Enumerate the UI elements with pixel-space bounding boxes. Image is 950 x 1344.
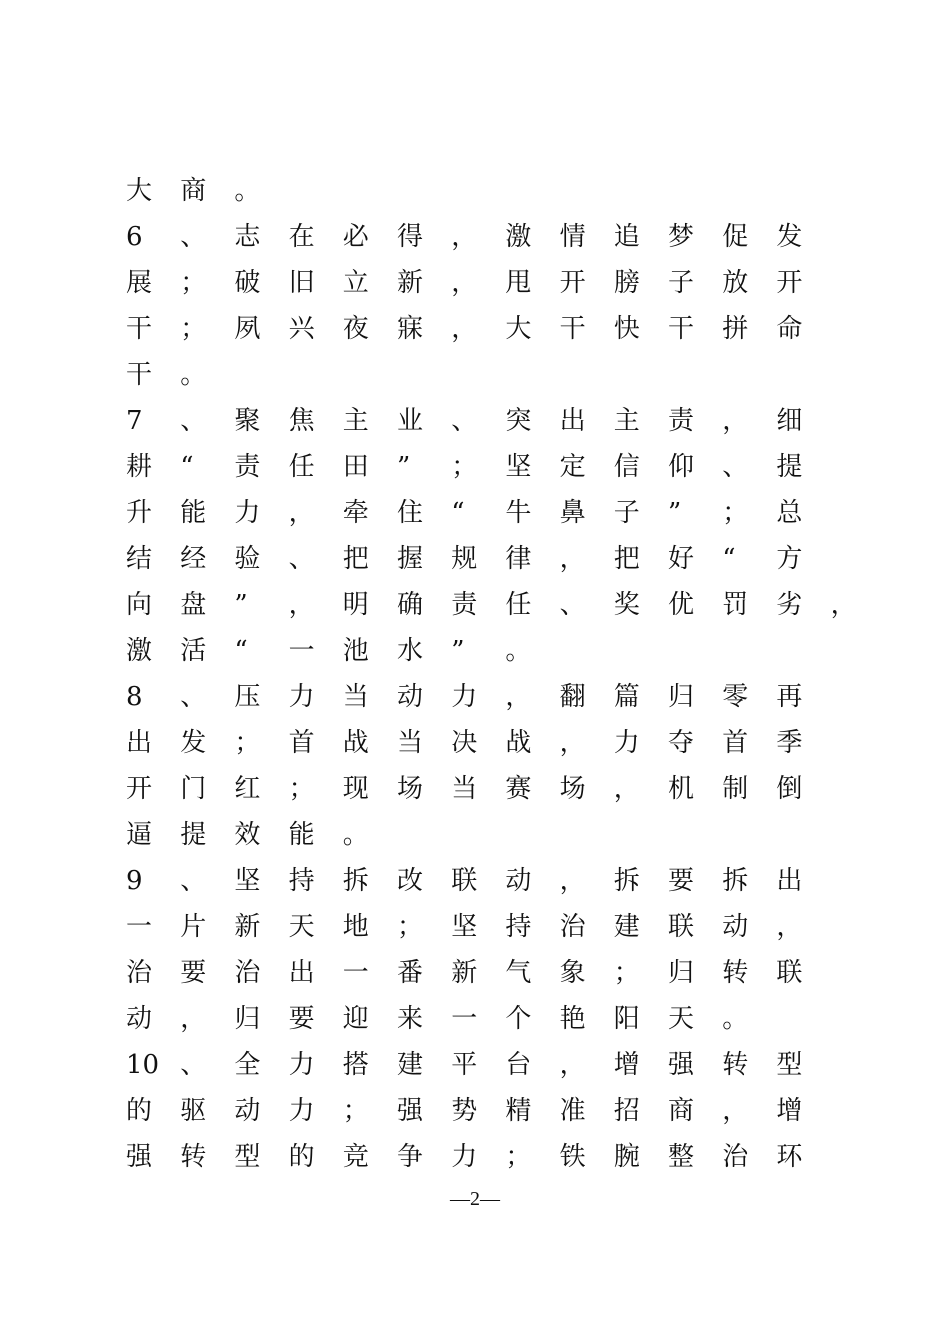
text-glyph: 搭 bbox=[342, 1050, 369, 1080]
text-glyph: 拆 bbox=[342, 866, 369, 896]
text-glyph: 兴 bbox=[288, 314, 315, 344]
text-glyph: ， bbox=[722, 1096, 749, 1126]
text-glyph: 、 bbox=[559, 590, 586, 620]
text-glyph: 开 bbox=[126, 774, 153, 804]
text-glyph: 一 bbox=[451, 1004, 478, 1034]
text-glyph: 招 bbox=[613, 1096, 640, 1126]
text-line bbox=[126, 812, 846, 858]
text-glyph: 动 bbox=[722, 912, 749, 942]
text-glyph: 归 bbox=[234, 1004, 261, 1034]
text-glyph: 发 bbox=[776, 222, 803, 252]
text-glyph: 阳 bbox=[613, 1004, 640, 1034]
text-glyph: 转 bbox=[722, 958, 749, 988]
text-glyph: 干 bbox=[559, 314, 586, 344]
text-glyph: 象 bbox=[559, 958, 586, 988]
text-glyph: 8 bbox=[126, 682, 143, 712]
text-glyph: 寐 bbox=[397, 314, 424, 344]
text-glyph: 强 bbox=[397, 1096, 424, 1126]
text-glyph: 池 bbox=[342, 636, 369, 666]
text-glyph: 归 bbox=[668, 682, 695, 712]
text-glyph: 力 bbox=[288, 1096, 315, 1126]
text-glyph: 责 bbox=[668, 406, 695, 436]
text-glyph: 出 bbox=[126, 728, 153, 758]
text-glyph: 出 bbox=[288, 958, 315, 988]
text-glyph: 拆 bbox=[722, 866, 749, 896]
text-glyph: 战 bbox=[342, 728, 369, 758]
text-glyph: 强 bbox=[668, 1050, 695, 1080]
text-glyph: 提 bbox=[180, 820, 207, 850]
text-glyph: 、 bbox=[180, 866, 207, 896]
text-line bbox=[126, 720, 846, 766]
text-glyph: 零 bbox=[722, 682, 749, 712]
text-glyph: 新 bbox=[397, 268, 424, 298]
text-glyph: 破 bbox=[234, 268, 261, 298]
text-line bbox=[126, 490, 846, 536]
text-glyph: 气 bbox=[505, 958, 532, 988]
text-glyph: ， bbox=[559, 728, 586, 758]
text-glyph: 力 bbox=[288, 1050, 315, 1080]
text-glyph: 。 bbox=[180, 360, 207, 390]
text-glyph: 场 bbox=[559, 774, 586, 804]
text-glyph: 、 bbox=[722, 452, 749, 482]
text-glyph: 田 bbox=[342, 452, 369, 482]
text-glyph: 明 bbox=[342, 590, 369, 620]
text-glyph: 任 bbox=[505, 590, 532, 620]
text-glyph: 倒 bbox=[776, 774, 803, 804]
text-line bbox=[126, 398, 846, 444]
document-body bbox=[126, 168, 857, 1180]
text-glyph: 建 bbox=[613, 912, 640, 942]
text-glyph: 在 bbox=[288, 222, 315, 252]
text-glyph: 转 bbox=[722, 1050, 749, 1080]
text-line bbox=[126, 536, 846, 582]
text-glyph: 治 bbox=[126, 958, 153, 988]
text-glyph: ； bbox=[342, 1096, 369, 1126]
text-glyph: 向 bbox=[126, 590, 153, 620]
text-glyph: ； bbox=[505, 1142, 532, 1172]
text-glyph: 。 bbox=[342, 820, 369, 850]
text-glyph: 鼻 bbox=[559, 498, 586, 528]
text-glyph: 拆 bbox=[613, 866, 640, 896]
text-glyph: ； bbox=[180, 268, 207, 298]
text-glyph: ， bbox=[288, 590, 315, 620]
text-glyph: 主 bbox=[613, 406, 640, 436]
text-glyph: 规 bbox=[451, 544, 478, 574]
text-glyph: 个 bbox=[505, 1004, 532, 1034]
text-glyph: 把 bbox=[613, 544, 640, 574]
text-glyph: “ bbox=[234, 636, 248, 666]
text-glyph: ， bbox=[451, 222, 478, 252]
text-glyph: 奖 bbox=[613, 590, 640, 620]
text-glyph: 旧 bbox=[288, 268, 315, 298]
text-line bbox=[126, 766, 846, 812]
text-glyph: ； bbox=[234, 728, 261, 758]
text-glyph: 劣 bbox=[776, 590, 803, 620]
text-glyph: 任 bbox=[288, 452, 315, 482]
text-line bbox=[126, 904, 846, 950]
text-glyph: 、 bbox=[180, 682, 207, 712]
text-glyph: 优 bbox=[668, 590, 695, 620]
text-glyph: 平 bbox=[451, 1050, 478, 1080]
text-glyph: 效 bbox=[234, 820, 261, 850]
text-glyph: “ bbox=[722, 544, 736, 574]
text-glyph: 机 bbox=[668, 774, 695, 804]
text-glyph: 梦 bbox=[668, 222, 695, 252]
text-glyph: 坚 bbox=[451, 912, 478, 942]
text-glyph: 当 bbox=[397, 728, 424, 758]
text-glyph: 力 bbox=[451, 1142, 478, 1172]
text-glyph: 整 bbox=[668, 1142, 695, 1172]
text-glyph: 商 bbox=[180, 176, 207, 206]
text-glyph: 住 bbox=[397, 498, 424, 528]
text-glyph: 、 bbox=[180, 222, 207, 252]
text-glyph: 红 bbox=[234, 774, 261, 804]
text-glyph: 制 bbox=[722, 774, 749, 804]
text-glyph: 天 bbox=[668, 1004, 695, 1034]
text-glyph: 坚 bbox=[234, 866, 261, 896]
text-glyph: 命 bbox=[776, 314, 803, 344]
text-glyph: 经 bbox=[180, 544, 207, 574]
text-glyph: 新 bbox=[451, 958, 478, 988]
text-glyph: 势 bbox=[451, 1096, 478, 1126]
text-glyph: 动 bbox=[126, 1004, 153, 1034]
text-glyph: 地 bbox=[342, 912, 369, 942]
text-glyph: 天 bbox=[288, 912, 315, 942]
text-line bbox=[126, 444, 846, 490]
text-glyph: 握 bbox=[397, 544, 424, 574]
text-glyph: 一 bbox=[342, 958, 369, 988]
text-glyph: 发 bbox=[180, 728, 207, 758]
text-glyph: 来 bbox=[397, 1004, 424, 1034]
text-glyph: 决 bbox=[451, 728, 478, 758]
text-glyph: 持 bbox=[288, 866, 315, 896]
text-line bbox=[126, 628, 846, 674]
text-glyph: 增 bbox=[613, 1050, 640, 1080]
text-glyph: 子 bbox=[668, 268, 695, 298]
text-glyph: 干 bbox=[126, 314, 153, 344]
text-glyph: 精 bbox=[505, 1096, 532, 1126]
text-glyph: ， bbox=[613, 774, 640, 804]
text-glyph: 新 bbox=[234, 912, 261, 942]
page-number: —2— bbox=[450, 1188, 500, 1210]
text-glyph: 的 bbox=[126, 1096, 153, 1126]
text-glyph: 激 bbox=[126, 636, 153, 666]
text-glyph: 促 bbox=[722, 222, 749, 252]
text-glyph: 突 bbox=[505, 406, 532, 436]
text-glyph: 争 bbox=[397, 1142, 424, 1172]
text-glyph: 持 bbox=[505, 912, 532, 942]
text-line bbox=[126, 352, 846, 398]
text-glyph: 快 bbox=[613, 314, 640, 344]
text-glyph: 翻 bbox=[559, 682, 586, 712]
text-glyph: ” bbox=[451, 636, 465, 666]
text-glyph: 干 bbox=[668, 314, 695, 344]
text-glyph: 。 bbox=[722, 1004, 749, 1034]
text-glyph: 业 bbox=[397, 406, 424, 436]
text-glyph: 盘 bbox=[180, 590, 207, 620]
text-glyph: 台 bbox=[505, 1050, 532, 1080]
text-glyph: 放 bbox=[722, 268, 749, 298]
text-glyph: 责 bbox=[234, 452, 261, 482]
text-glyph: 铁 bbox=[559, 1142, 586, 1172]
text-line bbox=[126, 858, 846, 904]
text-glyph: 夺 bbox=[668, 728, 695, 758]
text-glyph: 季 bbox=[776, 728, 803, 758]
text-glyph: 归 bbox=[668, 958, 695, 988]
text-glyph: 建 bbox=[397, 1050, 424, 1080]
text-glyph: 联 bbox=[451, 866, 478, 896]
text-glyph: 坚 bbox=[505, 452, 532, 482]
text-glyph: 联 bbox=[668, 912, 695, 942]
text-glyph: 志 bbox=[234, 222, 261, 252]
text-glyph: 首 bbox=[288, 728, 315, 758]
text-glyph: 结 bbox=[126, 544, 153, 574]
text-glyph: ， bbox=[559, 866, 586, 896]
text-glyph: 出 bbox=[776, 866, 803, 896]
text-glyph: 联 bbox=[776, 958, 803, 988]
text-glyph: ， bbox=[776, 912, 803, 942]
text-glyph: 子 bbox=[613, 498, 640, 528]
text-glyph: 立 bbox=[342, 268, 369, 298]
text-glyph: 6 bbox=[126, 222, 143, 252]
text-glyph: 转 bbox=[180, 1142, 207, 1172]
text-glyph: 甩 bbox=[505, 268, 532, 298]
text-glyph: ， bbox=[722, 406, 749, 436]
text-glyph: 力 bbox=[288, 682, 315, 712]
text-glyph: 治 bbox=[559, 912, 586, 942]
text-line bbox=[126, 168, 846, 214]
text-glyph: ， bbox=[451, 268, 478, 298]
text-glyph: 干 bbox=[126, 360, 153, 390]
text-glyph: 。 bbox=[234, 176, 261, 206]
text-glyph: ， bbox=[288, 498, 315, 528]
text-glyph: ； bbox=[397, 912, 424, 942]
text-glyph: “ bbox=[180, 452, 194, 482]
text-glyph: 驱 bbox=[180, 1096, 207, 1126]
text-glyph: ； bbox=[180, 314, 207, 344]
text-glyph: 聚 bbox=[234, 406, 261, 436]
text-glyph: ； bbox=[722, 498, 749, 528]
text-glyph: 情 bbox=[559, 222, 586, 252]
text-glyph: 要 bbox=[180, 958, 207, 988]
text-glyph: 准 bbox=[559, 1096, 586, 1126]
text-glyph: 要 bbox=[288, 1004, 315, 1034]
text-glyph: 现 bbox=[342, 774, 369, 804]
text-glyph: ” bbox=[397, 452, 411, 482]
text-glyph: 定 bbox=[559, 452, 586, 482]
text-glyph: 牛 bbox=[505, 498, 532, 528]
text-glyph: ； bbox=[613, 958, 640, 988]
text-glyph: 验 bbox=[234, 544, 261, 574]
text-glyph: 、 bbox=[180, 1050, 207, 1080]
text-glyph: 9 bbox=[126, 866, 143, 896]
text-glyph: 型 bbox=[776, 1050, 803, 1080]
text-glyph: ， bbox=[451, 314, 478, 344]
text-glyph: 方 bbox=[776, 544, 803, 574]
text-glyph: 主 bbox=[342, 406, 369, 436]
text-glyph: 拼 bbox=[722, 314, 749, 344]
text-glyph: 7 bbox=[126, 406, 143, 436]
text-glyph: 战 bbox=[505, 728, 532, 758]
text-line bbox=[126, 1088, 846, 1134]
text-glyph: 水 bbox=[397, 636, 424, 666]
text-glyph: 场 bbox=[397, 774, 424, 804]
text-glyph: 能 bbox=[288, 820, 315, 850]
text-line bbox=[126, 582, 857, 628]
text-glyph: 能 bbox=[180, 498, 207, 528]
text-glyph: 总 bbox=[776, 498, 803, 528]
text-glyph: 动 bbox=[505, 866, 532, 896]
text-glyph: 提 bbox=[776, 452, 803, 482]
text-glyph: 好 bbox=[668, 544, 695, 574]
text-glyph: 罚 bbox=[722, 590, 749, 620]
text-glyph: ” bbox=[234, 590, 248, 620]
text-glyph: 首 bbox=[722, 728, 749, 758]
text-line bbox=[126, 306, 846, 352]
text-glyph: 确 bbox=[397, 590, 424, 620]
text-glyph: ， bbox=[559, 544, 586, 574]
text-glyph: “ bbox=[451, 498, 465, 528]
text-glyph: 夙 bbox=[234, 314, 261, 344]
text-glyph: ， bbox=[559, 1050, 586, 1080]
text-glyph: 、 bbox=[451, 406, 478, 436]
text-glyph: 激 bbox=[505, 222, 532, 252]
text-glyph: 力 bbox=[613, 728, 640, 758]
text-glyph: 动 bbox=[234, 1096, 261, 1126]
text-glyph: 膀 bbox=[613, 268, 640, 298]
text-glyph: ， bbox=[180, 1004, 207, 1034]
text-glyph: 大 bbox=[126, 176, 153, 206]
text-glyph: 大 bbox=[505, 314, 532, 344]
text-glyph: 律 bbox=[505, 544, 532, 574]
text-glyph: 迎 bbox=[342, 1004, 369, 1034]
text-glyph: 腕 bbox=[613, 1142, 640, 1172]
text-glyph: 仰 bbox=[668, 452, 695, 482]
text-glyph: ； bbox=[288, 774, 315, 804]
text-glyph: 信 bbox=[613, 452, 640, 482]
text-glyph: 当 bbox=[451, 774, 478, 804]
text-glyph: 逼 bbox=[126, 820, 153, 850]
text-line bbox=[126, 1134, 846, 1180]
text-glyph: 改 bbox=[397, 866, 424, 896]
text-line bbox=[126, 950, 846, 996]
text-glyph: 当 bbox=[342, 682, 369, 712]
text-glyph: 升 bbox=[126, 498, 153, 528]
text-glyph: 压 bbox=[234, 682, 261, 712]
text-glyph: 商 bbox=[668, 1096, 695, 1126]
text-glyph: 一 bbox=[126, 912, 153, 942]
text-glyph: 番 bbox=[397, 958, 424, 988]
text-line bbox=[126, 1042, 846, 1088]
text-glyph: 追 bbox=[613, 222, 640, 252]
text-glyph: 得 bbox=[397, 222, 424, 252]
text-glyph: ” bbox=[668, 498, 682, 528]
text-glyph: 开 bbox=[559, 268, 586, 298]
text-line bbox=[126, 674, 846, 720]
text-glyph: 把 bbox=[342, 544, 369, 574]
text-glyph: 再 bbox=[776, 682, 803, 712]
text-glyph: 出 bbox=[559, 406, 586, 436]
text-glyph: 片 bbox=[180, 912, 207, 942]
text-glyph: 必 bbox=[342, 222, 369, 252]
text-glyph: 细 bbox=[776, 406, 803, 436]
text-glyph: 力 bbox=[451, 682, 478, 712]
text-glyph: 责 bbox=[451, 590, 478, 620]
text-glyph: 牵 bbox=[342, 498, 369, 528]
text-glyph: 、 bbox=[180, 406, 207, 436]
text-glyph: 力 bbox=[234, 498, 261, 528]
text-glyph: 环 bbox=[776, 1142, 803, 1172]
text-glyph: 竞 bbox=[342, 1142, 369, 1172]
text-glyph: 赛 bbox=[505, 774, 532, 804]
text-line bbox=[126, 214, 846, 260]
text-glyph: 全 bbox=[234, 1050, 261, 1080]
text-glyph: ； bbox=[451, 452, 478, 482]
text-glyph: 活 bbox=[180, 636, 207, 666]
text-glyph: 焦 bbox=[288, 406, 315, 436]
text-glyph: 增 bbox=[776, 1096, 803, 1126]
text-glyph: 开 bbox=[776, 268, 803, 298]
text-glyph: 、 bbox=[288, 544, 315, 574]
text-line bbox=[126, 260, 846, 306]
text-glyph: 强 bbox=[126, 1142, 153, 1172]
text-glyph: 治 bbox=[722, 1142, 749, 1172]
text-glyph: 治 bbox=[234, 958, 261, 988]
text-glyph: ， bbox=[830, 590, 857, 620]
text-glyph: 篇 bbox=[613, 682, 640, 712]
text-glyph: 动 bbox=[397, 682, 424, 712]
text-glyph: 艳 bbox=[559, 1004, 586, 1034]
text-line bbox=[126, 996, 846, 1042]
text-glyph: 一 bbox=[288, 636, 315, 666]
text-glyph: 展 bbox=[126, 268, 153, 298]
text-glyph: 耕 bbox=[126, 452, 153, 482]
text-glyph: 夜 bbox=[342, 314, 369, 344]
text-glyph: 。 bbox=[505, 636, 532, 666]
text-glyph: 10 bbox=[126, 1050, 160, 1080]
text-glyph: 门 bbox=[180, 774, 207, 804]
text-glyph: 要 bbox=[668, 866, 695, 896]
text-glyph: 的 bbox=[288, 1142, 315, 1172]
text-glyph: ， bbox=[505, 682, 532, 712]
text-glyph: 型 bbox=[234, 1142, 261, 1172]
